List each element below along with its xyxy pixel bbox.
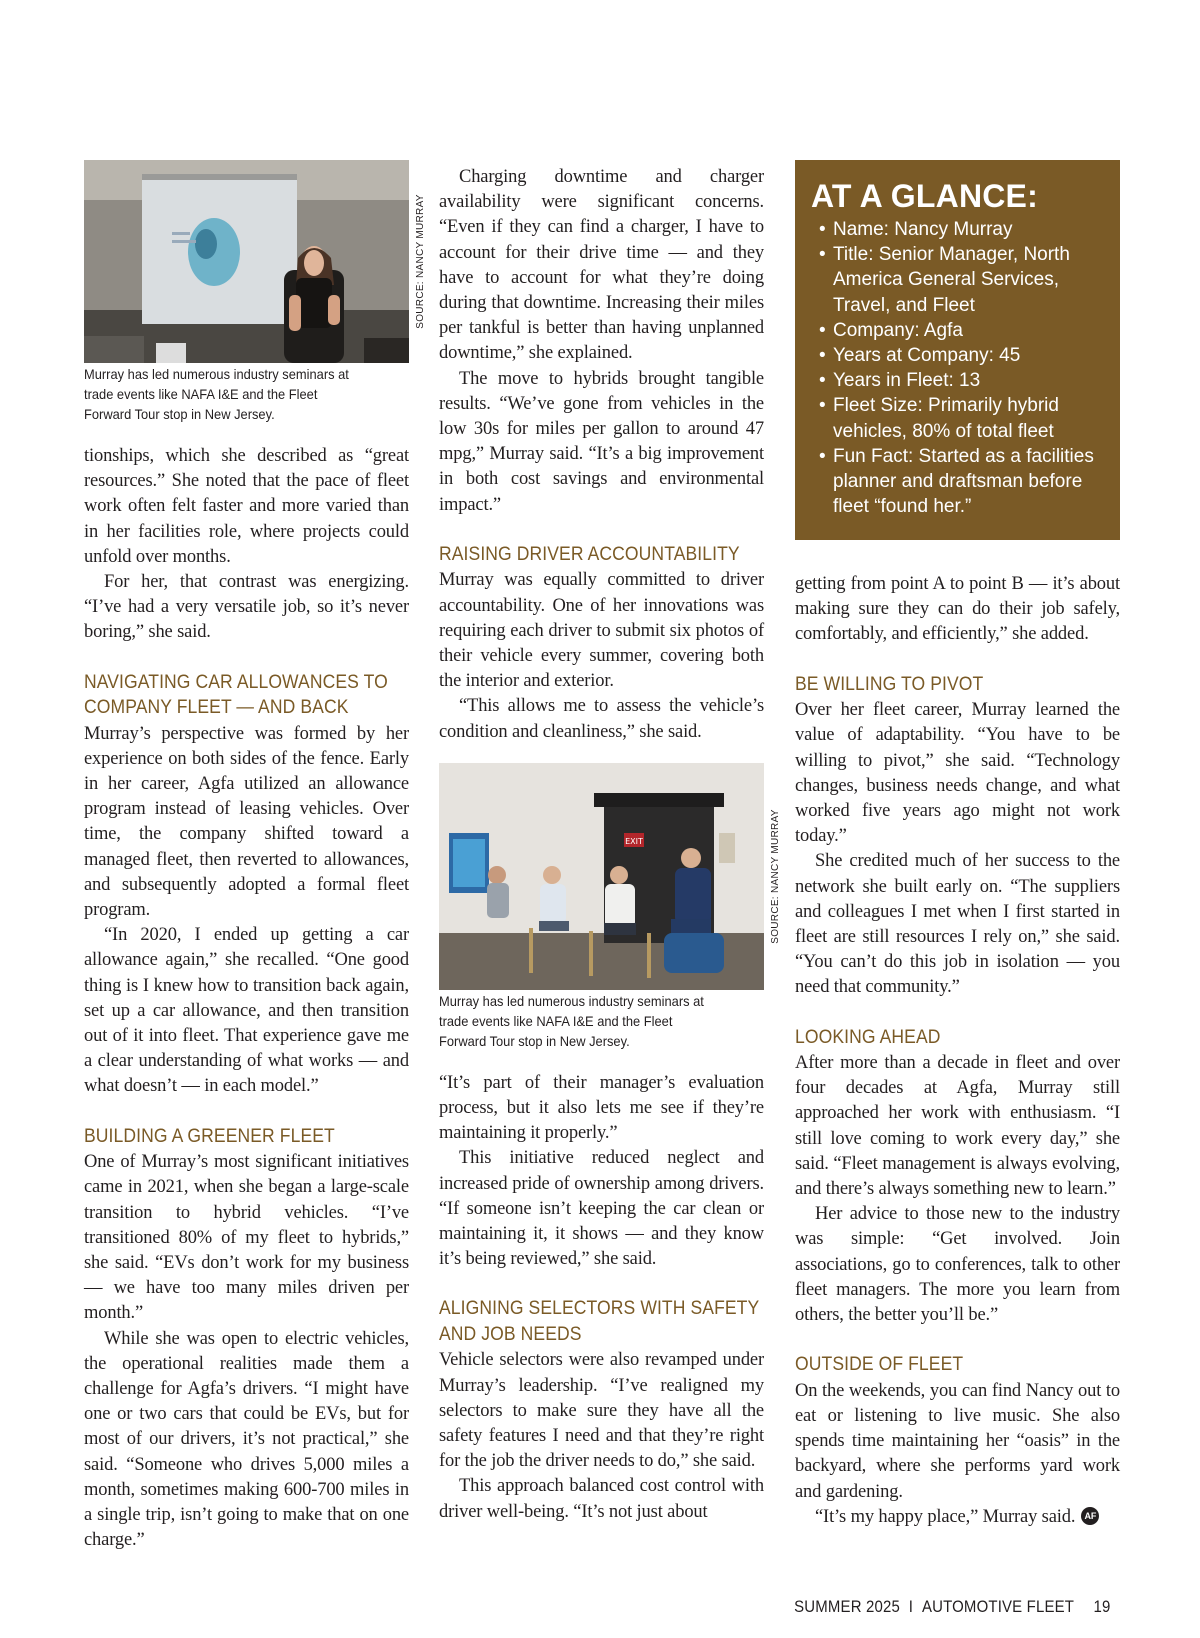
- body-paragraph: She credited much of her success to the network she built early on. “The suppliers and colleagues I met when I first started in fleet are still resources I rely on,” she said. “You can’t do this job in isolation — you need that community.”: [795, 851, 1120, 998]
- photo-caption: Murray has led numerous industry seminars at trade events like NAFA I&E and the Fleet Forward Tour stop in New Jersey.: [84, 366, 349, 422]
- section-heading-accountability: RAISING DRIVER ACCOUNTABILITY: [439, 542, 740, 565]
- photo-caption: Murray has led numerous industry seminars at trade events like NAFA I&E and the Fleet Forward Tour stop in New Jersey.: [439, 992, 704, 1049]
- section-heading-outside-fleet: OUTSIDE OF FLEET: [795, 1353, 964, 1376]
- body-paragraph: Vehicle selectors were also revamped under Murray’s leadership. “I’ve realigned my selectors to make sure they have all the safety features I need and that they’re right for the job the driver needs to do,” she said.: [439, 1350, 764, 1472]
- glance-item-title: • Title: Senior Manager, North America General Services, Travel, and Fleet: [819, 242, 1106, 318]
- body-paragraph: Murray was equally committed to driver accountability. One of her innovations was requiring each driver to submit six photos of their vehicle every summer, covering both the interior and exterior.: [439, 570, 764, 692]
- exit-sign: EXIT: [625, 836, 643, 846]
- section-heading-greener-fleet: BUILDING A GREENER FLEET: [84, 1124, 335, 1147]
- at-a-glance-box: [795, 160, 1120, 540]
- body-paragraph: After more than a decade in fleet and over four decades at Agfa, Murray still approached her work with enthusiasm. “I still love coming to work every day,” she said. “Fleet management is always evolving, and there’s always something new to learn.”: [795, 1053, 1120, 1200]
- body-paragraph: On the weekends, you can find Nancy out to eat or listening to live music. She also spends time maintaining her “oasis” in the backyard, where she performs yard work and gardening.: [795, 1380, 1120, 1502]
- panel-photo-figure: [439, 763, 781, 990]
- footer-issue: SUMMER 2025: [793, 1597, 900, 1616]
- glance-item-company: • Company: Agfa: [819, 318, 1106, 343]
- body-paragraph: Her advice to those new to the industry was simple: “Get involved. Join associations, go to conferences, talk to other fleet managers. The more you learn from others, the better you’ll be.”: [795, 1204, 1120, 1326]
- page-footer: [794, 1597, 1110, 1617]
- glance-item-fleet-size: • Fleet Size: Primarily hybrid vehicles, 80% of total fleet: [819, 393, 1106, 443]
- section-heading-selectors: ALIGNING SELECTORS WITH SAFETY AND JOB NEEDS: [439, 1297, 759, 1345]
- body-paragraph: While she was open to electric vehicles, the operational realities made them a challenge for Agfa’s drivers. “I might have one or two cars that could be EVs, but for most of our drivers, it’s not practical,” she said. “Someone who drives 5,000 miles a month, sometimes making 600-700 miles in a single trip, isn’t going to make that on one charge.”: [84, 1328, 409, 1551]
- body-paragraph: The move to hybrids brought tangible results. “We’ve gone from vehicles in the low 30s for miles per gallon to around 47 mpg,” Murray said. “It’s a big improvement in both cost savings and environmental impact.”: [439, 368, 764, 515]
- body-paragraph: For her, that contrast was energizing. “I’ve had a very versatile job, so it’s never boring,” she said.: [84, 572, 409, 643]
- seminar-photo-figure: [84, 160, 426, 363]
- footer-magazine: AUTOMOTIVE FLEET: [921, 1597, 1074, 1616]
- body-paragraph: Murray’s perspective was formed by her experience on both sides of the fence. Early in her career, Agfa utilized an allowance program instead of leasing vehicles. Over time, the company shifted toward a managed fleet, then reverted to allowances, and subsequently adopted a formal fleet program.: [84, 723, 409, 921]
- body-paragraph: One of Murray’s most significant initiatives came in 2021, when she began a large-scale transition to hybrid vehicles. “I’ve transitioned 80% of my fleet to hybrids,” she said. “EVs don’t work for my business — we have too many miles driven per month.”: [84, 1152, 409, 1324]
- body-paragraph: getting from point A to point B — it’s about making sure they can do their job safely, comfortably, and efficiently,” she added.: [795, 574, 1120, 645]
- glance-item-fun-fact: • Fun Fact: Started as a facilities planner and draftsman before fleet “found her.”: [819, 444, 1106, 520]
- column-2: [439, 165, 781, 1525]
- section-heading-looking-ahead: LOOKING AHEAD: [795, 1025, 941, 1048]
- panel-discussion-photo: [439, 763, 764, 990]
- body-paragraph: Over her fleet career, Murray learned the value of adaptability. “You have to be willing to pivot,” she said. “Technology changes, business needs change, and what worked five years ago might not work today.”: [795, 700, 1120, 847]
- closing-paragraph: “It’s my happy place,” Murray said. AF: [795, 1505, 1120, 1530]
- at-a-glance-title: AT A GLANCE:: [811, 178, 1038, 214]
- glance-item-name: • Name: Nancy Murray: [819, 217, 1106, 242]
- photo-credit: SOURCE: NANCY MURRAY: [769, 808, 781, 944]
- af-end-mark-icon: AF: [1081, 1507, 1099, 1525]
- footer-separator: I: [908, 1597, 913, 1616]
- glance-item-years-company: • Years at Company: 45: [819, 343, 1106, 368]
- section-heading-pivot: BE WILLING TO PIVOT: [795, 672, 984, 695]
- photo-credit: SOURCE: NANCY MURRAY: [414, 194, 426, 329]
- body-paragraph: This approach balanced cost control with driver well-being. “It’s not just about: [439, 1476, 764, 1522]
- column-3: [795, 160, 1120, 1530]
- at-a-glance-list: [811, 217, 1106, 519]
- section-heading-allowances: NAVIGATING CAR ALLOWANCES TO COMPANY FLEET — AND BACK: [84, 670, 388, 719]
- body-paragraph: Charging downtime and charger availability were significant concerns. “Even if they can find a charger, I have to account for their drive time — and they have to account for what they’re doing during that downtime. Increasing their miles per tankful is better than having unplanned downtime,” she explained.: [439, 167, 764, 364]
- column-1: [84, 160, 426, 1553]
- glance-item-years-fleet: • Years in Fleet: 13: [819, 368, 1106, 393]
- body-paragraph: tionships, which she described as “great resources.” She noted that the pace of fleet work often felt faster and more varied than in her facilities role, where projects could unfold over months.: [84, 446, 409, 567]
- body-paragraph: “This allows me to assess the vehicle’s condition and cleanliness,” she said.: [439, 696, 764, 742]
- page-number: 19: [1093, 1597, 1110, 1616]
- body-paragraph: This initiative reduced neglect and increased pride of ownership among drivers. “If someone isn’t keeping the car clean or maintaining it, it shows — and they know it’s being reviewed,” she said.: [439, 1148, 764, 1270]
- body-paragraph: “In 2020, I ended up getting a car allowance again,” she recalled. “One good thing is I knew how to transition back again, set up a car allowance, and then transition out of it into fleet. That experience gave me a clear understanding of what works — and what doesn’t — in each model.”: [84, 925, 409, 1097]
- seminar-photo: [84, 160, 409, 363]
- body-paragraph: “It’s part of their manager’s evaluation process, but it also lets me see if they’re maintaining it properly.”: [439, 1072, 764, 1144]
